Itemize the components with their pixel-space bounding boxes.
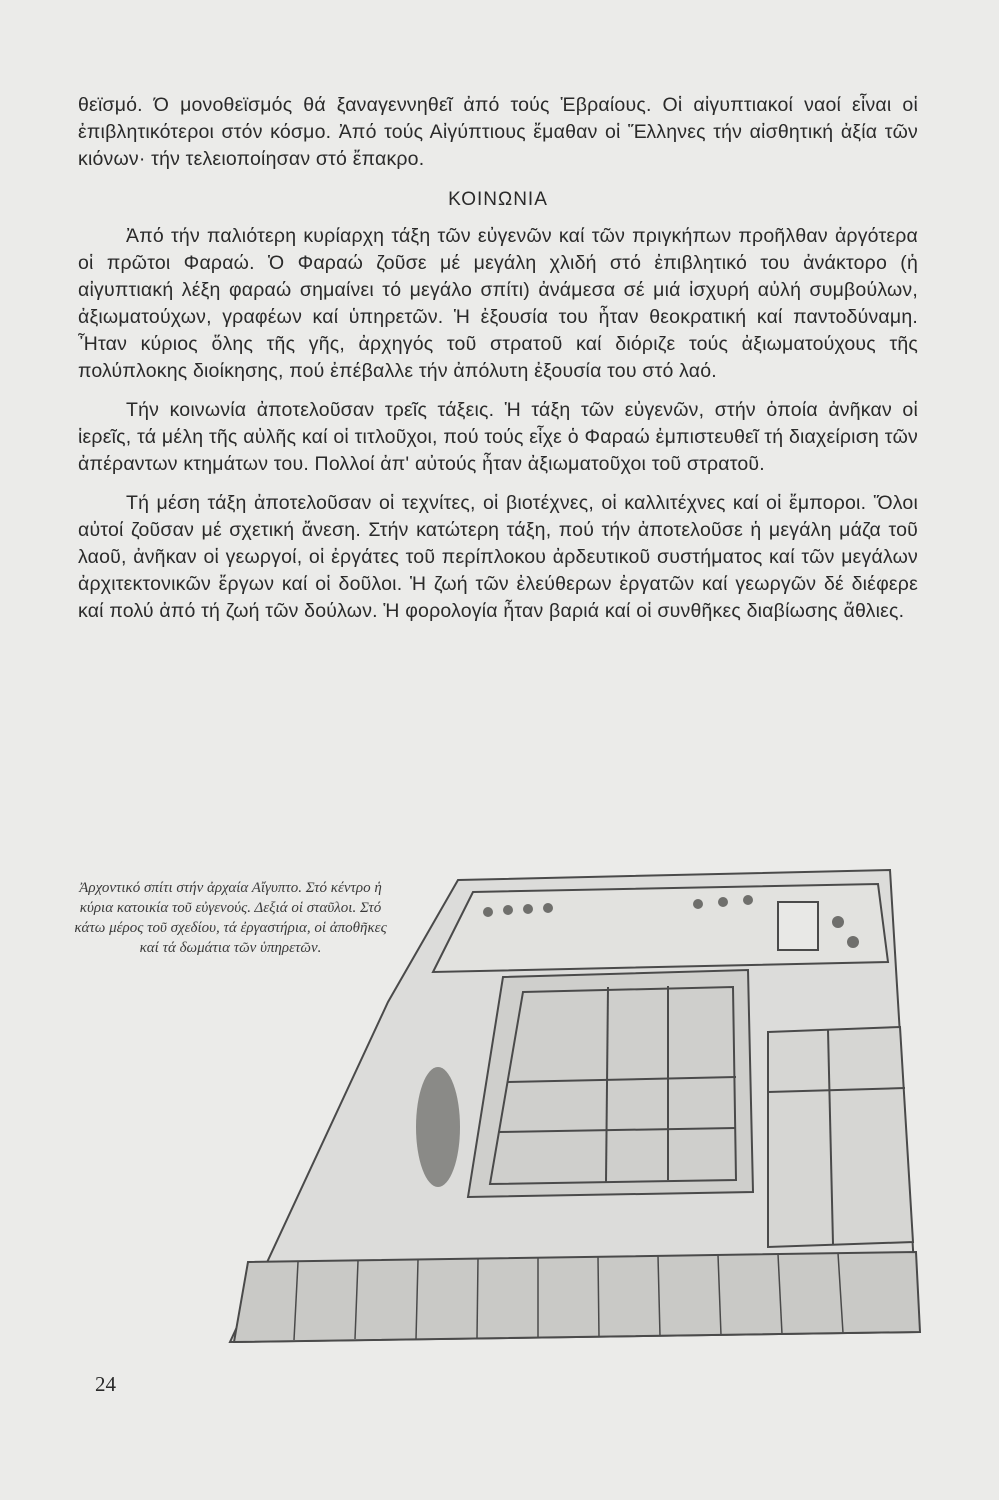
- intro-paragraph: θεϊσμό. Ό μονοθεϊσμός θά ξαναγεννηθεῖ ἀπό τούς Ἑβραίους. Οἱ αἰγυπτιακοί ναοί εἶναι οἱ ἐπιβλητικότεροι στόν κόσμο. Ἀπό τούς Αἰγύπτιους ἔμαθαν οἱ Ἕλληνες τήν αἰσθητική ἀξία τῶν κιόνων· τήν τελειοποίησαν στό ἔπακρο.: [78, 94, 918, 170]
- page-number: 24: [95, 1372, 116, 1396]
- tree-cluster: [416, 1067, 460, 1187]
- garden-area: [433, 884, 888, 972]
- main-text: [78, 92, 918, 637]
- section-heading: ΚΟΙΝΩΝΙΑ: [448, 189, 548, 210]
- workshops-row: [234, 1252, 920, 1342]
- figure-caption: Ἀρχοντικό σπίτι στήν ἀρχαία Αἴγυπτο. Στό κέντρο ἡ κύρια κατοικία τοῦ εὐγενούς. Δεξιά οἱ σταῦλοι. Στό κάτω μέρος τοῦ σχεδίου, τά ἐργαστήρια, οἱ ἀποθῆκες καί τά δωμάτια τῶν ὑπηρετῶν.: [74, 880, 387, 956]
- pool: [778, 902, 818, 950]
- estate-illustration: [228, 862, 928, 1362]
- paragraph-classes: Τήν κοινωνία ἀποτελοῦσαν τρεῖς τάξεις. Ἡ τάξη τῶν εὐγενῶν, στήν ὁποία ἀνῆκαν οἱ ἱερεῖς, τά μέλη τῆς αὐλῆς καί οἱ τιτλοῦχοι, πού τούς εἶχε ὁ Φαραώ ἐμπιστευθεῖ τή διαχείριση τῶν ἀπέραντων κτημάτων του. Πολλοί ἀπ' αὐτούς ἦταν ἀξιωματοῦχοι τοῦ στρατοῦ.: [78, 399, 918, 475]
- paragraph-middle-lower-class: Τή μέση τάξη ἀποτελοῦσαν οἱ τεχνίτες, οἱ βιοτέχνες, οἱ καλλιτέχνες καί οἱ ἔμποροι. Ὅλοι αὐτοί ζοῦσαν μέ σχετική ἄνεση. Στήν κατώτερη τάξη, πού τήν ἀποτελοῦσε ἡ μεγάλη μάζα τοῦ λαοῦ, ἀνῆκαν οἱ γεωργοί, οἱ ἐργάτες τοῦ περίπλοκου ἀρδευτικοῦ συστήματος καί τῶν μεγάλων ἀρχιτεκτονικῶν ἔργων καί οἱ δοῦλοι. Ἡ ζωή τῶν ἐλεύθερων ἐργατῶν καί γεωργῶν δέ διέφερε καί πολύ ἀπό τή ζωή τῶν δούλων. Ἡ φορολογία ἦταν βαριά καί οἱ συνθῆκες διαβίωσης ἄθλιες.: [78, 492, 918, 622]
- paragraph-pharaoh: Ἀπό τήν παλιότερη κυρίαρχη τάξη τῶν εὐγενῶν καί τῶν πριγκήπων προῆλθαν ἀργότερα οἱ πρῶτοι Φαραώ. Ὁ Φαραώ ζοῦσε μέ μεγάλη χλιδή στό ἐπιβλητικό του ἀνάκτορο (ἡ αἰγυπτιακή λέξη φαραώ σημαίνει τό μεγάλο σπίτι) ἀνάμεσα σέ μιά ἰσχυρή αὐλή συμβούλων, ἀξιωματούχων, γραφέων καί ὑπηρετῶν. Ἡ ἐξουσία του ἦταν θεοκρατική καί παντοδύναμη. Ἦταν κύριος ὅλης τῆς γῆς, ἀρχηγός τοῦ στρατοῦ καί διόριζε τούς ἀξιωματούχους τῆς πολύπλοκης διοίκησης, πού ἐπέβαλλε τήν ἀπόλυτη ἐξουσία του στό λαό.: [78, 225, 918, 382]
- main-house: [468, 970, 753, 1197]
- stables: [768, 1027, 913, 1247]
